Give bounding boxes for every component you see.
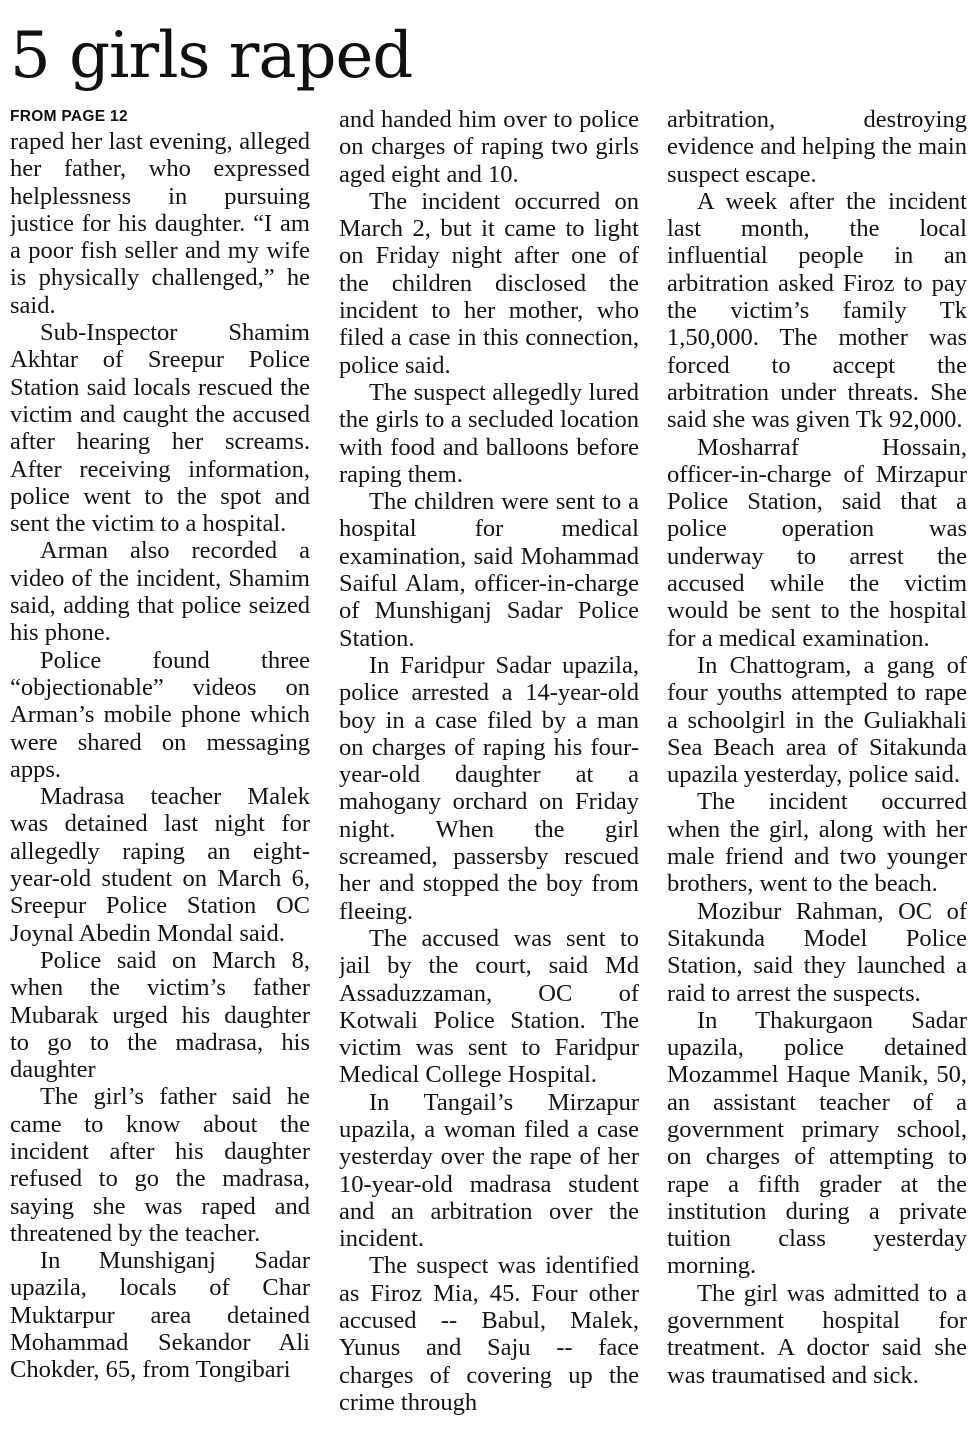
- paragraph: arbitration, destroying evidence and helping the main suspect escape.: [667, 106, 967, 188]
- paragraph: The incident occurred when the girl, along with her male friend and two younger brothers, went to the beach.: [667, 788, 967, 898]
- paragraph: In Faridpur Sadar upazila, police arrested a 14-year-old boy in a case filed by a man on charges of raping his four-year-old daughter at a mahogany orchard on Friday night. When the girl screamed, passersby rescued her and stopped the boy from fleeing.: [339, 651, 639, 925]
- paragraph: Arman also recorded a video of the incident, Shamim said, adding that police seized his phone.: [10, 537, 310, 647]
- paragraph: The children were sent to a hospital for medical examination, said Mohammad Saiful Alam, officer-in-charge of Munshiganj Sadar Police Station.: [339, 488, 639, 652]
- paragraph: The accused was sent to jail by the court, said Md Assaduzzaman, OC of Kotwali Police Station. The victim was sent to Faridpur Medical College Hospital.: [339, 924, 639, 1089]
- jump-label: FROM PAGE 12: [10, 108, 128, 125]
- article-column-2: [339, 106, 639, 1451]
- paragraph: Mosharraf Hossain, officer-in-charge of Mirzapur Police Station, said that a police operation was underway to arrest the accused while the victim would be sent to the hospital for a medical examination.: [667, 433, 967, 652]
- article-column-3: [667, 106, 967, 1451]
- paragraph: The suspect was identified as Firoz Mia, 45. Four other accused -- Babul, Malek, Yunus and Saju -- face charges of covering up the crime through: [339, 1252, 639, 1416]
- paragraph: and handed him over to police on charges of raping two girls aged eight and 10.: [339, 106, 639, 188]
- paragraph: A week after the incident last month, the local influential people in an arbitration asked Firoz to pay the victim’s family Tk 1,50,000. The mother was forced to accept the arbitration under threats. She said she was given Tk 92,000.: [667, 187, 967, 434]
- paragraph: Police found three “objectionable” videos on Arman’s mobile phone which were shared on messaging apps.: [10, 646, 310, 783]
- paragraph: The incident occurred on March 2, but it came to light on Friday night after one of the children disclosed the incident to her mother, who filed a case in this connection, police said.: [339, 187, 639, 379]
- paragraph: Sub-Inspector Shamim Akhtar of Sreepur Police Station said locals rescued the victim and caught the accused after hearing her screams. After receiving information, police went to the spot and sent the victim to a hospital.: [10, 319, 310, 538]
- paragraph: Mozibur Rahman, OC of Sitakunda Model Police Station, said they launched a raid to arrest the suspects.: [667, 897, 967, 1007]
- headline: 5 girls raped: [10, 19, 413, 93]
- paragraph: The suspect allegedly lured the girls to a secluded location with food and balloons before raping them.: [339, 378, 639, 488]
- paragraph: In Munshiganj Sadar upazila, locals of Char Muktarpur area detained Mohammad Sekandor Ali Chokder, 65, from Tongibari: [10, 1247, 310, 1384]
- paragraph: In Thakurgaon Sadar upazila, police detained Mozammel Haque Manik, 50, an assistant teacher of a government primary school, on charges of attempting to rape a fifth grader at the institution during a private tuition class yesterday morning.: [667, 1006, 967, 1280]
- paragraph: Madrasa teacher Malek was detained last night for allegedly raping an eight-year-old student on March 6, Sreepur Police Station OC Joynal Abedin Mondal said.: [10, 783, 310, 947]
- paragraph: In Chattogram, a gang of four youths attempted to rape a schoolgirl in the Guliakhali Sea Beach area of Sitakunda upazila yesterday, police said.: [667, 651, 967, 789]
- paragraph: The girl’s father said he came to know about the incident after his daughter refused to go the madrasa, saying she was raped and threatened by the teacher.: [10, 1083, 310, 1247]
- paragraph: raped her last evening, alleged her father, who expressed helplessness in pursuing justice for his daughter. “I am a poor fish seller and my wife is physically challenged,” he said.: [10, 128, 310, 319]
- article-column-1: [10, 106, 310, 1451]
- paragraph: Police said on March 8, when the victim’s father Mubarak urged his daughter to go to the madrasa, his daughter: [10, 946, 310, 1084]
- paragraph: The girl was admitted to a government hospital for treatment. A doctor said she was traumatised and sick.: [667, 1279, 967, 1389]
- paragraph: In Tangail’s Mirzapur upazila, a woman filed a case yesterday over the rape of her 10-year-old madrasa student and an arbitration over the incident.: [339, 1088, 639, 1253]
